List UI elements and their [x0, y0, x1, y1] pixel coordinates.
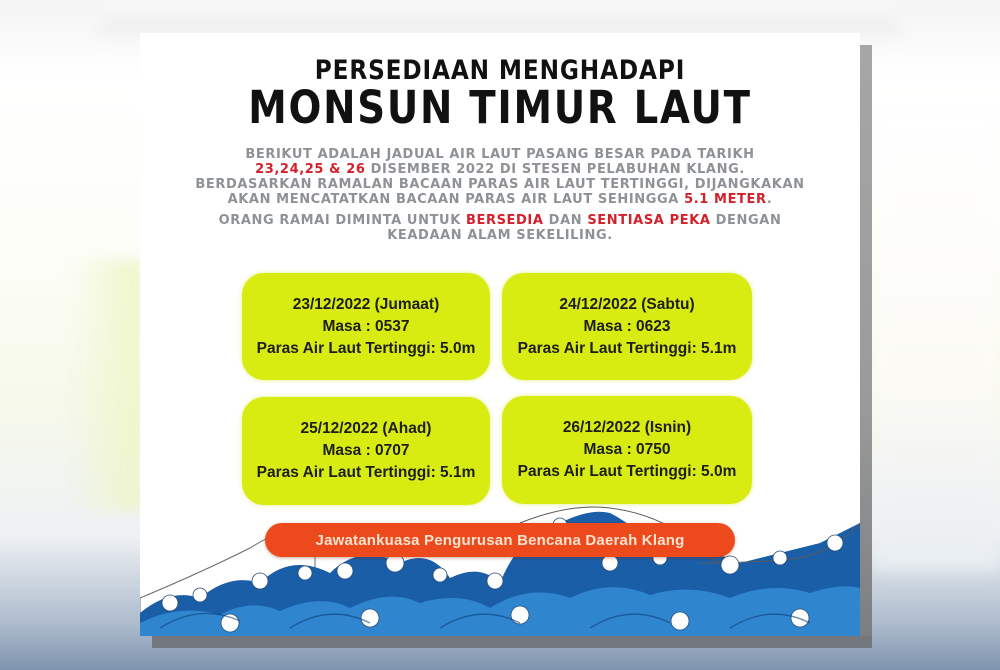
monsoon-poster	[140, 33, 860, 636]
bersedia-highlight: BERSEDIA	[466, 213, 544, 228]
max-level-highlight: 5.1 METER	[684, 192, 767, 207]
tide-card-24	[502, 273, 752, 380]
poster-shadow-bottom	[152, 636, 872, 648]
tide-time: Masa : 0750	[583, 441, 671, 458]
notice-line-2: KEADAAN ALAM SEKELILING.	[387, 228, 613, 243]
poster-shadow-right	[860, 45, 872, 648]
tide-level: Paras Air Laut Tertinggi: 5.0m	[256, 339, 476, 357]
intro-line-2: 23,24,25 & 26 DISEMBER 2022 DI STESEN PELABUHAN KLANG.	[255, 162, 745, 177]
intro-line-3: BERDASARKAN RAMALAN BACAAN PARAS AIR LAUT TERTINGGI, DIJANGKAKAN	[195, 177, 805, 192]
tide-time: Masa : 0537	[322, 317, 410, 335]
background-blur-right	[872, 120, 1000, 570]
tide-date: 26/12/2022 (Isnin)	[562, 419, 692, 436]
tide-date: 25/12/2022 (Ahad)	[300, 420, 432, 437]
tide-time: Masa : 0623	[583, 317, 671, 335]
tide-date: 24/12/2022 (Sabtu)	[559, 295, 695, 313]
committee-banner: Jawatankuasa Pengurusan Bencana Daerah Klang	[265, 523, 735, 557]
intro-line-1: BERIKUT ADALAH JADUAL AIR LAUT PASANG BESAR PADA TARIKH	[245, 147, 755, 162]
peka-highlight: SENTIASA PEKA	[587, 213, 711, 228]
tide-level: Paras Air Laut Tertinggi: 5.0m	[517, 463, 737, 480]
intro-line-4: AKAN MENCATATKAN BACAAN PARAS AIR LAUT SEHINGGA 5.1 METER.	[227, 192, 773, 207]
tide-level: Paras Air Laut Tertinggi: 5.1m	[517, 339, 737, 357]
notice-line-1: ORANG RAMAI DIMINTA UNTUK BERSEDIA DAN SENTIASA PEKA DENGAN	[218, 213, 782, 228]
intro-paragraph	[180, 147, 820, 207]
tide-time: Masa : 0707	[322, 442, 410, 459]
tide-date: 23/12/2022 (Jumaat)	[292, 295, 440, 313]
dates-highlight: 23,24,25 & 26	[255, 162, 366, 177]
tide-level: Paras Air Laut Tertinggi: 5.1m	[256, 464, 476, 481]
notice-paragraph	[180, 213, 820, 243]
background-blur-top	[100, 0, 900, 34]
poster-title: MONSUN TIMUR LAUT	[248, 81, 752, 134]
tide-card-25	[242, 397, 490, 505]
poster-subtitle: PERSEDIAAN MENGHADAPI	[314, 55, 686, 86]
tide-card-23	[242, 273, 490, 380]
background-blur-left	[70, 260, 142, 510]
tide-card-26	[502, 396, 752, 504]
